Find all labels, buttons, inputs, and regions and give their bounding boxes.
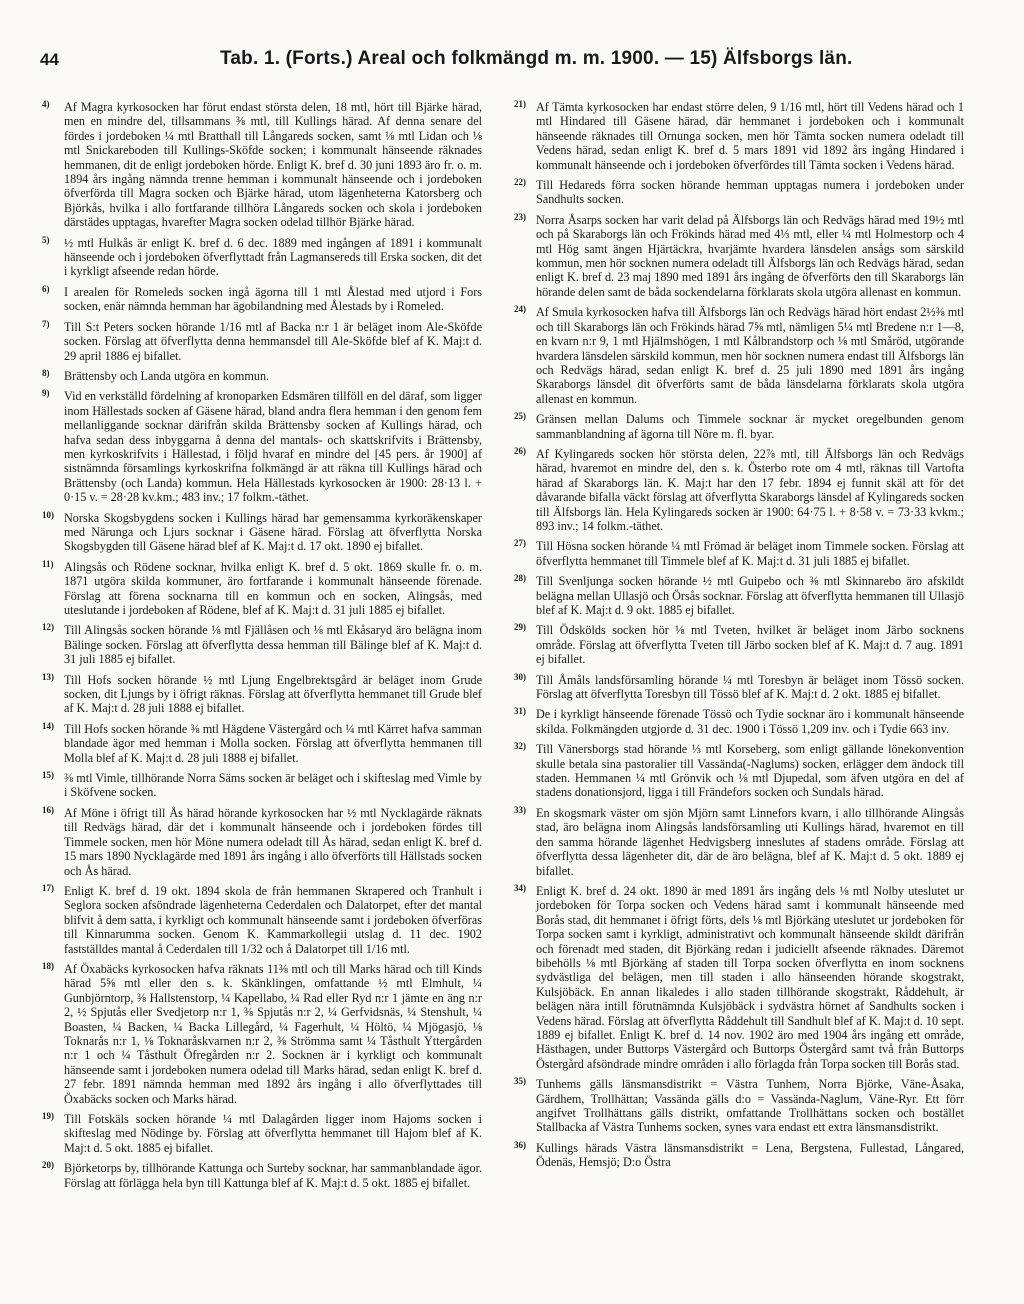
footnote-text: ½ mtl Hulkås är enligt K. bref d. 6 dec. 1889 med ingången af 1891 i kommunalt hänseende och i jordeboken öfverflyttadt från Lagmansereds till Erska socken, dit det i kyrkligt afseende redan hörde.: [64, 235, 482, 279]
footnote: [514, 1139, 964, 1170]
footnote: [514, 304, 964, 406]
footnote-number: 33): [514, 804, 526, 815]
footnote: [514, 411, 964, 441]
footnote-number: 34): [514, 882, 526, 893]
footnote: [42, 509, 482, 554]
footnote-number: 17): [42, 882, 54, 893]
footnote: [42, 99, 482, 230]
footnote-text: Enligt K. bref d. 19 okt. 1894 skola de från hemmanen Skrapered och Tranhult i Seglora socken afsöndrade lägenheterna Cederdalen och Dalatorpet, efter det mantal blifvit å dem satta, i kyrkligt och kommunalt hänseende samt i jordeboken öfverföras till Kinnarumma socken. Genom K. Kammarkollegii utslag d. 11 dec. 1902 fastställdes mantal å Cederdalen till 1/32 och å Dalatorpet till 1/16 mtl.: [64, 883, 482, 956]
footnote-text: Kullings härads Västra länsmansdistrikt = Lena, Bergstena, Fullestad, Långared, Ödenäs, Hemsjö; D:o Östra: [536, 1140, 964, 1170]
right-column: [514, 99, 964, 1176]
footnote-number: 9): [42, 388, 50, 399]
footnote-text: Björketorps by, tillhörande Kattunga och Surteby socknar, har sammanblandade ägor. Förslag att förlägga hela byn till Kattunga blef af K. Maj:t d. 5 okt. 1885 ej bifallet.: [64, 1161, 482, 1190]
footnote-number: 6): [42, 283, 50, 294]
footnote-number: 19): [42, 1111, 54, 1121]
footnote-text: Till Åmåls landsförsamling hörande ¼ mtl Toresbyn är beläget inom Tössö socken. Förslag att öfverflytta Toresbyn till Tössö blef af K. Maj:t d. 2 okt. 1885 ej bifallet.: [536, 672, 964, 702]
footnote-number: 25): [514, 411, 526, 422]
footnote-number: 13): [42, 671, 54, 682]
footnote-text: Enligt K. bref d. 24 okt. 1890 är med 1891 års ingång dels ⅛ mtl Nolby uteslutet ur jordeboken för Torpa socken och Vedens härad samt i kommunalt hänseende med Borås stad, dit hemmanet i öfrigt förts, dels ⅛ mtl Björkäng uteslutet ur jordeboken för Torpa socken samt i kyrkligt, administrativt och kommunalt hänseende skildt därifrån och förenadt med staden, dit Björkäng redan i judiciellt afseende räknades. Däremot bibehölls ⅛ mtl Björkäng af staden till Torpa socken öfverflytta en inom socknens sydvästliga del belägen, men till staden i allo hänseenden hörande skogstrakt, Kulsjöbäck. En annan likaledes i allo staden tillhörande skogstrakt, Råddehult, är belägen nära intill förutnämnda Kulsjöbäck i sydvästra hörnet af Sandhults socken i Vedens härad. Förslag att öfverflytta Råddehult till Sandhult blef af K. Maj:t d. 10 sept. 1889 ej bifallet. Enligt K. bref d. 14 nov. 1902 äro med 1904 års ingång ett område, Hästhagen, under Buttorps Västergård och Buttorps Östergård samt två från Buttorps Östergård afsöndrade mindre områden i allo förlagda från Torpa socken till Borås stad.: [536, 883, 964, 1071]
footnote-text: Gränsen mellan Dalums och Timmele socknar är mycket oregelbunden genom sammanblandning af ägorna till Nöre m. fl. byar.: [536, 412, 964, 441]
footnote-number: 12): [42, 622, 54, 633]
footnote-number: 4): [42, 99, 50, 109]
footnote: [514, 706, 964, 736]
footnote: [514, 538, 964, 568]
footnote-text: Till Hedareds förra socken hörande hemman upptagas numera i jordeboken under Sandhults socken.: [536, 178, 964, 207]
footnote: [42, 283, 482, 314]
footnote-text: I arealen för Romeleds socken ingå ägorna till 1 mtl Ålestad med utjord i Fors socken, enär nämnda hemman har ägobilandning med Ålestads by i Romeled.: [64, 284, 482, 314]
footnote: [42, 1160, 482, 1190]
footnote: [42, 671, 482, 716]
footnote: [42, 882, 482, 956]
footnote-number: 14): [42, 720, 54, 731]
footnote: [42, 318, 482, 363]
footnote-text: Till Fotskäls socken hörande ¼ mtl Dalagården ligger inom Hajoms socken i skifteslag med Nödinge by. Förslag att öfverflytta hemmanet till Hajom blef af K. Maj:t d. 5 okt. 1885 ej bifallet.: [64, 1112, 482, 1155]
page-header: [40, 44, 1000, 80]
footnote-number: 28): [514, 573, 526, 584]
footnote: [42, 388, 482, 505]
footnote-number: 15): [42, 770, 54, 781]
footnote: [42, 960, 482, 1106]
footnote-text: De i kyrkligt hänseende förenade Tössö och Tydie socknar äro i kommunalt hänseende skilda. Folkmängden utgjorde d. 31 dec. 1900 i Tössö 1,209 inv. och i Tydie 663 inv.: [536, 707, 964, 736]
footnote-number: 32): [514, 741, 526, 752]
footnote-number: 20): [42, 1160, 54, 1171]
footnote-number: 10): [42, 509, 54, 520]
footnote-text: ⅜ mtl Vimle, tillhörande Norra Säms socken är beläget och i skifteslag med Vimle by i Sköfvene socken.: [64, 771, 482, 800]
footnote: [514, 445, 964, 533]
footnote: [514, 804, 964, 878]
footnote-text: Tunhems gälls länsmansdistrikt = Västra Tunhem, Norra Björke, Väne-Åsaka, Gärdhem, Trollhättan; Vassända gälls d:o = Vassända-Naglum, Väne-Ryr. Ett förr angifvet Trollhättans gälls distrikt, omfattande Trollhättans socken och bostället Stallbacka af Västra Tunhems socken, synes vara endast ett extra länsmansdistrikt.: [536, 1077, 964, 1135]
footnote-text: Till Hofs socken hörande ½ mtl Ljung Engelbrektsgård är beläget inom Grude socken, dit Ljungs by i öfrigt räknas. Förslag att öfverflytta hemmanet till Grude blef af K. Maj:t d. 28 juli 1888 ej bifallet.: [64, 672, 482, 716]
footnote-text: Till S:t Peters socken hörande 1/16 mtl af Backa n:r 1 är beläget inom Ale-Sköfde socken. Förslag att öfverflytta denna hemmansdel till Ale-Sköfde blef af K. Maj:t d. 29 april 1886 ej bifallet.: [64, 319, 482, 363]
footnote-text: Till Vänersborgs stad hörande ⅓ mtl Korseberg, som enligt gällande lönekonvention skulle betala sina pastoralier till Vassända(-Naglums) socken, erlägger dem ändock till staden. Hemmanen ¼ mtl Grönvik och ⅛ mtl Djupedal, som äfven utgöra en del af stadens donationsjord, ligga i till Frändefors socken och Sundals härad.: [536, 742, 964, 800]
footnote: [514, 211, 964, 299]
footnote: [514, 99, 964, 172]
footnote-text: Norska Skogsbygdens socken i Kullings härad har gemensamma kyrkoräkenskaper med Närunga och Ljurs socknar i Gäsene härad. Förslag att öfverflytta Norska Skogsbygden till Gäsene härad blef af K. Maj:t d. 17 okt. 1890 ej bifallet.: [64, 510, 482, 554]
footnote-number: 11): [42, 558, 54, 569]
footnote-number: 7): [42, 318, 50, 329]
left-column: [42, 99, 482, 1196]
footnote-text: Af Tämta kyrkosocken har endast större delen, 9 1/16 mtl, hört till Vedens härad och 1 mtl Hindared till Gäsene härad, där hemmanet i jordeboken och i kommunalt hänseende räknades till Ornunga socken, men hör Tämta socken numera odeladt till Vedens härad, sedan enligt K. bref d. 5 mars 1891 vid 1892 års ingång Hindared i kommunalt hänseende och i jordeboken öfverfördes till Tämta socken i Vedens härad.: [536, 100, 964, 172]
footnote-number: 5): [42, 234, 50, 245]
footnote-text: Till Svenljunga socken hörande ½ mtl Guipebo och ⅜ mtl Skinnarebo äro afskildt belägna mellan Ullasjö och Örsås socknar. Förslag att öfverflytta hemmanen till Ullasjö blef af K. Maj:t d. 9 okt. 1885 ej bifallet.: [536, 574, 964, 617]
footnote-text: Till Alingsås socken hörande ⅛ mtl Fjällåsen och ⅛ mtl Ekåsaryd äro belägna inom Bälinge socken. Förslag att öfverflytta dessa hemman till Bälinge blef af K. Maj:t d. 31 juli 1885 ej bifallet.: [64, 623, 482, 667]
footnote-text: Norra Åsarps socken har varit delad på Älfsborgs län och Redvägs härad med 19½ mtl och på Skaraborgs län och Frökinds härad med 4⅓ mtl, eller ¼ mtl Holmestorp och 4 mtl Hög samt ängen Hjärtäckra, hvarjämte hvardera länsdelen ansågs som särskild kommun, men hör socknen numera odeladt till Älfsborgs län och Redvägs härad, sedan enligt K. bref d. 23 maj 1890 med 1891 års ingång de öfverförts den till Skaraborgs län hörande delen samt de båda sockendelarna förklarats skola utgöra allenast en kommun.: [536, 212, 964, 299]
footnote-number: 35): [514, 1076, 526, 1087]
footnote-text: Af Magra kyrkosocken har förut endast största delen, 18 mtl, hört till Bjärke härad, men en mindre del, tillsammans ⅜ mtl, till Kullings härad. Af denna senare del fördes i jordeboken ¼ mtl Bratthall till Långareds socken, samt ⅛ mtl Lidan och ⅛ mtl Snickareboden till Kullings-Sköfde socken; i kommunalt hänseende räknades hemmanen, dit de enligt jordeboken hörde. Enligt K. bref d. 30 juni 1893 äro fr. o. m. 1894 års ingång nämnda trenne hemman i kommunalt hänseende och i jordeboken öfverförda till Magra socken och Bjärke härad, utom lägenheterna Katorsberg och Björkås, hvilka i allo fortfarande tillhöra Långareds socken och skola i jordeboken därstädes upptagas, hvarefter Magra socken odelad tillhör Bjärke härad.: [64, 100, 482, 230]
footnote: [514, 177, 964, 207]
footnote-text: En skogsmark väster om sjön Mjörn samt Linnefors kvarn, i allo tillhörande Alingsås stad, äro belägna inom Alingsås landsförsamling uti Kullings härad, hvaremot en till den samma hörande lägenhet Hedvigsberg inneslutes af stadens område. Förslag att öfverflytta dessa lägenheter dit, där de äro belägna, blef af K. Maj:t d. 5 okt. 1889 ej bifallet.: [536, 805, 964, 878]
footnote-number: 30): [514, 671, 526, 682]
footnote-number: 24): [514, 304, 526, 315]
footnote-text: Alingsås och Rödene socknar, hvilka enligt K. bref d. 5 okt. 1869 skulle fr. o. m. 1871 utgöra skilda kommuner, äro fortfarande i kommunalt hänseende förenade. Förslag att förena socknarna till en kommun och en socken, Alingsås, med uteslutande i jordeboken af Rödene, blef af K. Maj:t d. 31 juli 1885 ej bifallet.: [64, 559, 482, 617]
footnote: [514, 882, 964, 1071]
footnote-number: 26): [514, 445, 526, 456]
footnote: [42, 1111, 482, 1155]
footnote: [514, 1076, 964, 1135]
page-number: 44: [40, 50, 59, 69]
footnote-number: 23): [514, 211, 526, 222]
footnote: [42, 804, 482, 878]
footnote-number: 22): [514, 177, 526, 188]
footnote-text: Af Kylingareds socken hör största delen, 22⅞ mtl, till Älfsborgs län och Redvägs härad, hvaremot en mindre del, den s. k. Österbo rote om 4 mtl, räknas till Vartofta härad af Skaraborgs län. K. Maj:t har den 17 febr. 1894 ej funnit skäl att för det dåvarande bifalla väckt förslag att öfverflytta Skaraborgs länsdel af Kylingareds socken till Älfsborgs län. Hela Kylingareds socken är 1900: 64·75 l. + 8·58 v. = 73·33 kvkm.; 893 inv.; 14 folkm.-täthet.: [536, 446, 964, 533]
footnote: [42, 770, 482, 800]
footnote-number: 31): [514, 706, 526, 717]
footnote-text: Till Ödskölds socken hör ⅛ mtl Tveten, hvilket är beläget inom Järbo socknens område. Förslag att öfverflytta Tveten till Järbo socken blef af K. Maj:t d. 7 aug. 1891 ej bifallet.: [536, 623, 964, 667]
footnote-text: Vid en verkställd fördelning af kronoparken Edsmären tillföll en del däraf, som ligger inom Hällestads socken af Gäsene härad, bland andra flera hemman i den genom fem mellanliggande socknar därifrån skilda Brättensby socken af Kullings härad, och hafva sedan dess inbyggarna å denna del mantals- och skattskrifvits i Brättensby, men kyrkoskrifvits i Hällestad, i följd hvaraf en mindre del [45 pers. år 1900] af sistnämnda församlings kyrkoskrifna folkmängd är att räkna till Kullings härad och Brättensby (och Landa) kommun. Hela Hällestads kyrkosocken är 1900: 28·13 l. + 0·15 v. = 28·28 kv.km.; 483 inv.; 17 folkm.-täthet.: [64, 389, 482, 505]
footnote: [42, 720, 482, 765]
footnote: [42, 622, 482, 667]
footnote: [42, 234, 482, 279]
footnote-text: Af Möne i öfrigt till Ås härad hörande kyrkosocken har ½ mtl Nycklagärde räknats till Redvägs härad, där det i kommunalt hänseende och i jordeboken fördes till Timmele socken, men hör Möne numera odeladt till Ås härad, sedan enligt K. bref d. 15 mars 1890 Nycklagärde med 1891 års ingång i allo öfverförts till Hällstads socken och Ås härad.: [64, 805, 482, 878]
footnote-text: Till Hösna socken hörande ¼ mtl Frömad är beläget inom Timmele socken. Förslag att öfverflytta hemmanet till Timmele blef af K. Maj:t d. 31 juli 1885 ej bifallet.: [536, 539, 964, 568]
footnote-text: Brättensby och Landa utgöra en kommun.: [64, 368, 270, 383]
footnote-number: 18): [42, 960, 54, 971]
footnote: [42, 367, 482, 383]
footnote-number: 21): [514, 99, 526, 109]
footnote-number: 8): [42, 367, 50, 378]
footnote: [514, 573, 964, 617]
page-heading: Tab. 1. (Forts.) Areal och folkmängd m. m. 1900. — 15) Älfsborgs län.: [220, 48, 853, 69]
footnote-number: 16): [42, 804, 54, 815]
footnote: [514, 671, 964, 702]
footnote-number: 27): [514, 538, 526, 549]
footnote: [514, 622, 964, 667]
footnote-text: Till Hofs socken hörande ⅜ mtl Hägdene Västergård och ¼ mtl Kärret hafva samman blandade ägor med hemman i Molla socken. Förslag att öfverflytta hemmanen till Molla blef af K. Maj:t d. 28 juli 1888 ej bifallet.: [64, 721, 482, 765]
footnote: [42, 558, 482, 618]
footnote-text: Af Smula kyrkosocken hafva till Älfsborgs län och Redvägs härad hört endast 2½⅜ mtl och till Skaraborgs län och Frökinds härad 7⅝ mtl, nämligen 5¼ mtl Bredene n:r 1—8, en kvarn n:r 9, 1 mtl Hjälmshögen, 1 mtl Kålbrandstorp och ⅛ mtl Småröd, utgörande hvardera länsdelen särskild kommun, men hör socknen numera endast till Älfsborgs län och Redvägs härad, sedan enligt K. bref d. 25 juli 1890 med 1891 års ingång Skaraborgs länsdel dit öfverförts samt de båda länsdelarna förklarats skola utgöra allenast en kommun.: [536, 305, 964, 406]
footnote-number: 36): [514, 1139, 526, 1150]
footnote-number: 29): [514, 622, 526, 633]
footnote: [514, 741, 964, 800]
footnote-text: Af Öxabäcks kyrkosocken hafva räknats 11⅜ mtl och till Marks härad och till Kinds härad 5⅝ mtl eller den s. k. Skänklingen, omfattande ½ mtl Elmhult, ¼ Gunbjörntorp, ⅜ Hallstenstorp, ¼ Kapellabo, ¼ Rad eller Ryd n:r 1 jämte en äng n:r 2, ½ Spjutås eller Svedjetorp n:r 1, ⅜ Spjutås n:r 2, ¼ Gerfvidsnäs, ¼ Stenshult, ¼ Boasten, ¼ Backen, ¼ Backa Lillegård, ¼ Fagerhult, ¼ Höltö, ¼ Mjögasjö, ⅛ Toknarås n:r 1, ⅛ Toknaråskvarnen n:r 2, ⅜ Strömma samt ¼ Tåsthult Yttergården n:r 1 och ¼ Tåsthult Öfregården n:r 2. Socknen är i kyrkligt och kommunalt hänseende samt i jordeboken numera odelad till Marks härad, sedan enligt K. bref d. 27 febr. 1891 nämnda hemman med 1892 års ingång i allo öfverflyttades till Öxabäcks socken och Marks härad.: [64, 961, 482, 1106]
